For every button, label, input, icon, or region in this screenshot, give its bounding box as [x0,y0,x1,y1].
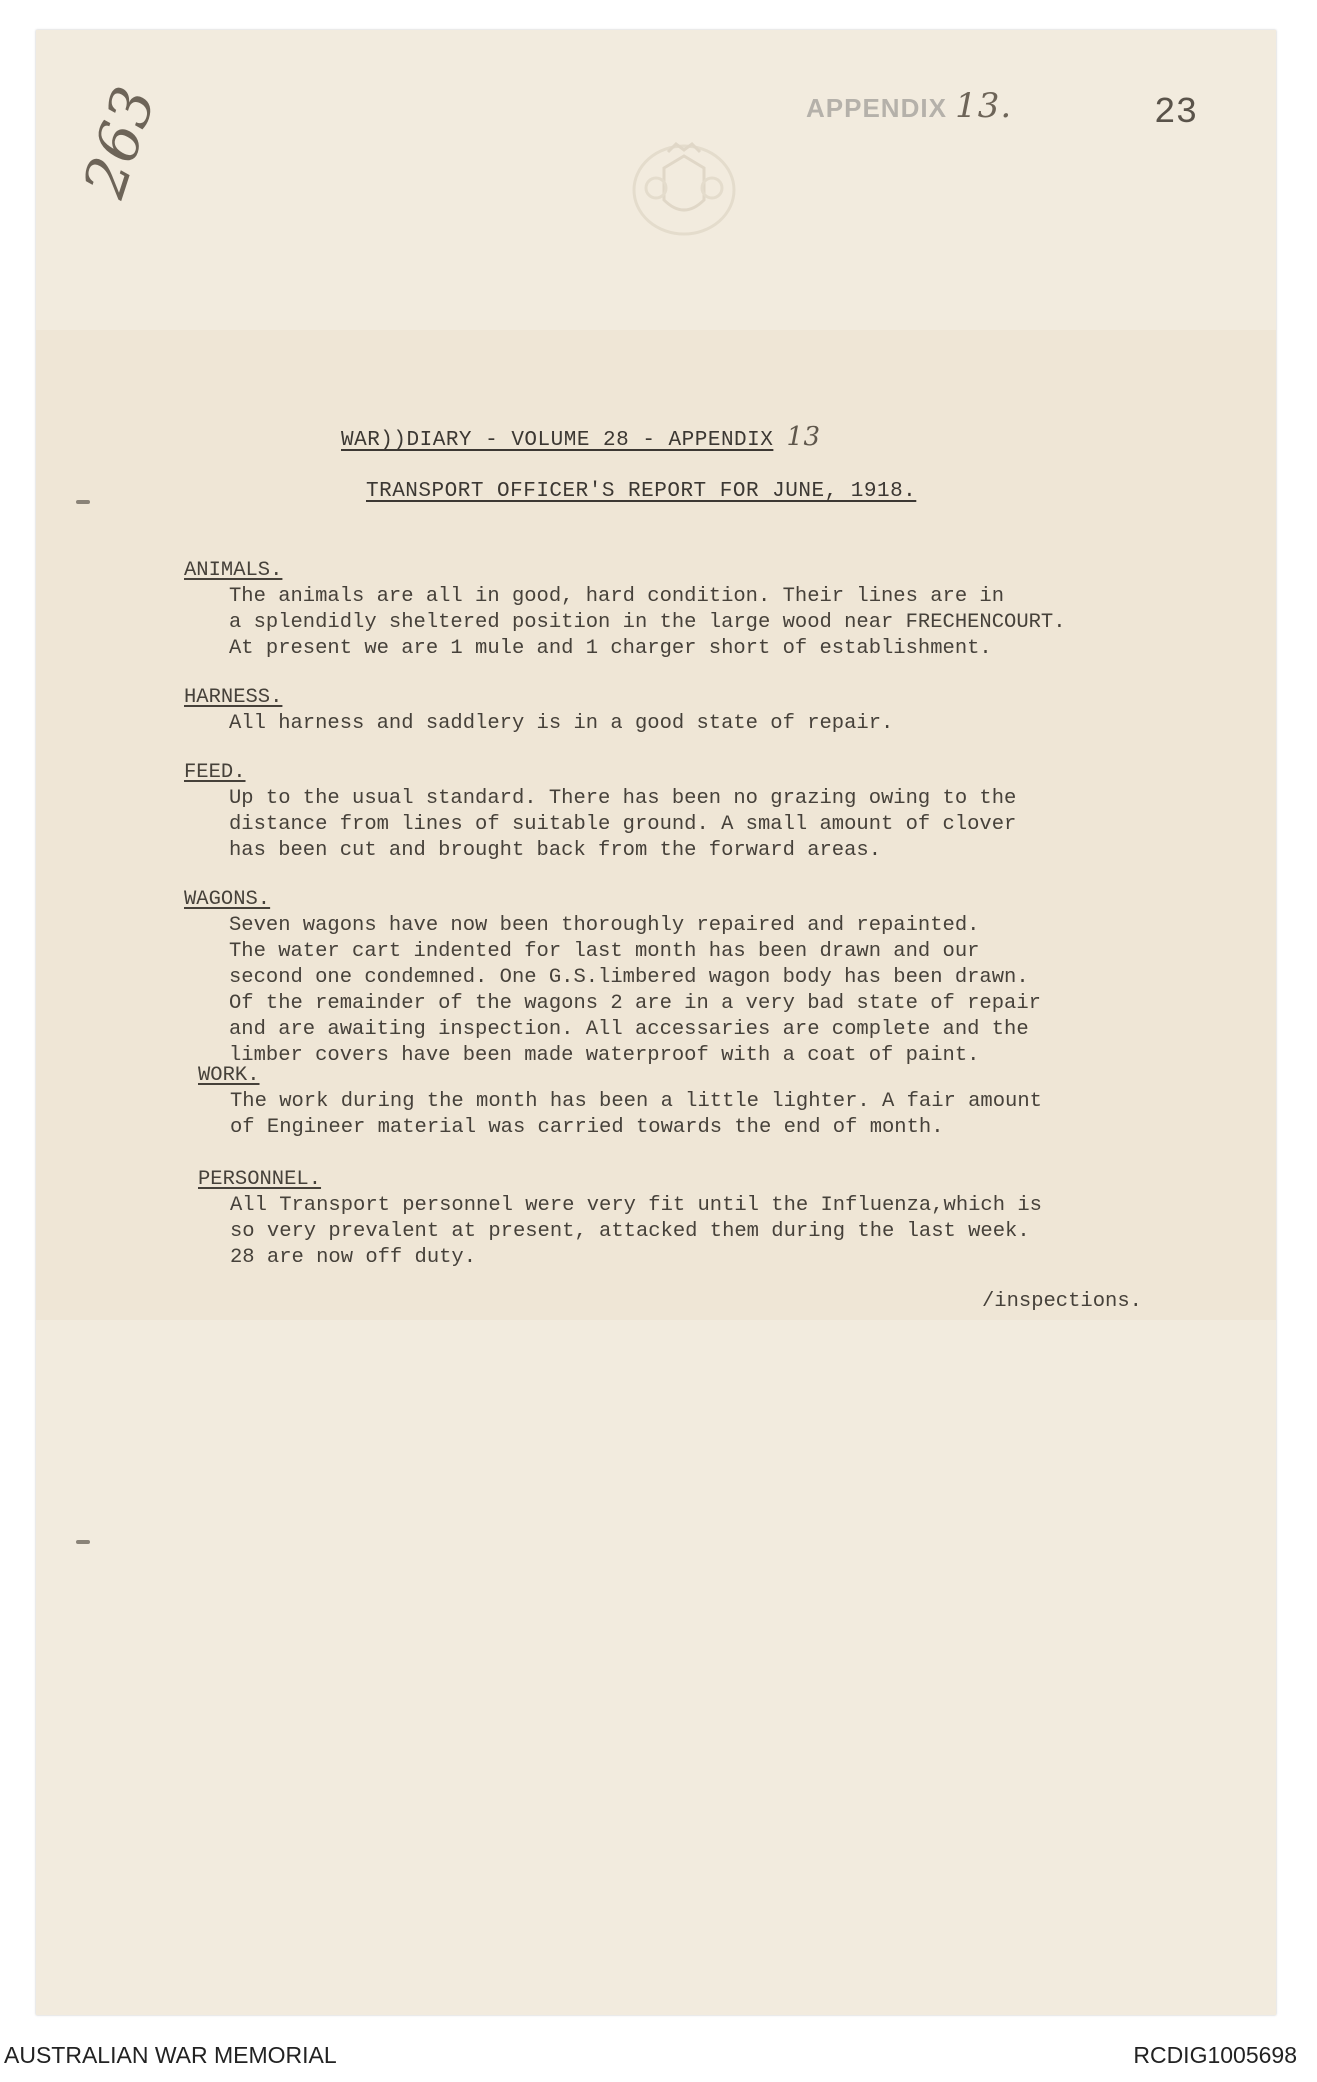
section-line: has been cut and brought back from the forward areas. [229,839,882,862]
section-line: a splendidly sheltered position in the large wood near FRECHENCOURT. [229,611,1066,634]
section-wagons [184,887,1041,1069]
section-title: ANIMALS. [184,559,283,582]
heading-text: WAR))DIARY - VOLUME 28 - APPENDIX [341,429,774,452]
section-title: WAGONS. [184,888,271,911]
section-line: Seven wagons have now been thoroughly repaired and repainted. [229,914,980,937]
binding-mark [76,500,90,504]
document-heading [341,422,941,452]
section-line: All harness and saddlery is in a good state of repair. [229,712,894,735]
embossed-crest-icon [628,138,740,238]
section-line: All Transport personnel were very fit until the Influenza,which is [230,1194,1042,1217]
document-page [36,30,1276,2015]
section-line: so very prevalent at present, attacked them during the last week. [230,1220,1030,1243]
appendix-stamp-number: 13. [955,86,1013,126]
section-line: Up to the usual standard. There has been no grazing owing to the [229,787,1017,810]
document-subheading [366,480,1046,503]
section-work [198,1063,1042,1141]
binding-mark [76,1540,90,1544]
section-line: At present we are 1 mule and 1 charger short of establishment. [229,637,992,660]
section-line: The water cart indented for last month has been drawn and our [229,940,980,963]
page-number: 23 [1154,92,1198,133]
section-line: The animals are all in good, hard condition. Their lines are in [229,585,1005,608]
section-title: WORK. [198,1064,260,1087]
section-feed [184,760,1016,864]
section-title: FEED. [184,761,246,784]
section-line: Of the remainder of the wagons 2 are in a very bad state of repair [229,992,1041,1015]
appendix-stamp [806,86,1012,126]
section-animals [184,558,1066,662]
appendix-stamp-label: APPENDIX [806,93,947,123]
section-harness [184,685,893,737]
footer-record-id: RCDIG1005698 [1133,2042,1297,2068]
section-line: limber covers have been made waterproof with a coat of paint. [229,1044,980,1067]
subheading-text: TRANSPORT OFFICER'S REPORT FOR JUNE, 1918. [366,480,917,503]
footer-institution: AUSTRALIAN WAR MEMORIAL [4,2042,337,2068]
section-line: second one condemned. One G.S.limbered wagon body has been drawn. [229,966,1029,989]
continuation-note: /inspections. [982,1290,1142,1313]
section-line: of Engineer material was carried towards the end of month. [230,1116,944,1139]
section-title: HARNESS. [184,686,283,709]
section-personnel [198,1167,1042,1271]
handwritten-folio-number: 263 [69,78,169,206]
section-line: The work during the month has been a little lighter. A fair amount [230,1090,1042,1113]
section-line: 28 are now off duty. [230,1246,477,1269]
section-line: distance from lines of suitable ground. A small amount of clover [229,813,1017,836]
section-title: PERSONNEL. [198,1168,322,1191]
heading-appendix-number: 13 [786,422,821,452]
section-line: and are awaiting inspection. All accessaries are complete and the [229,1018,1029,1041]
